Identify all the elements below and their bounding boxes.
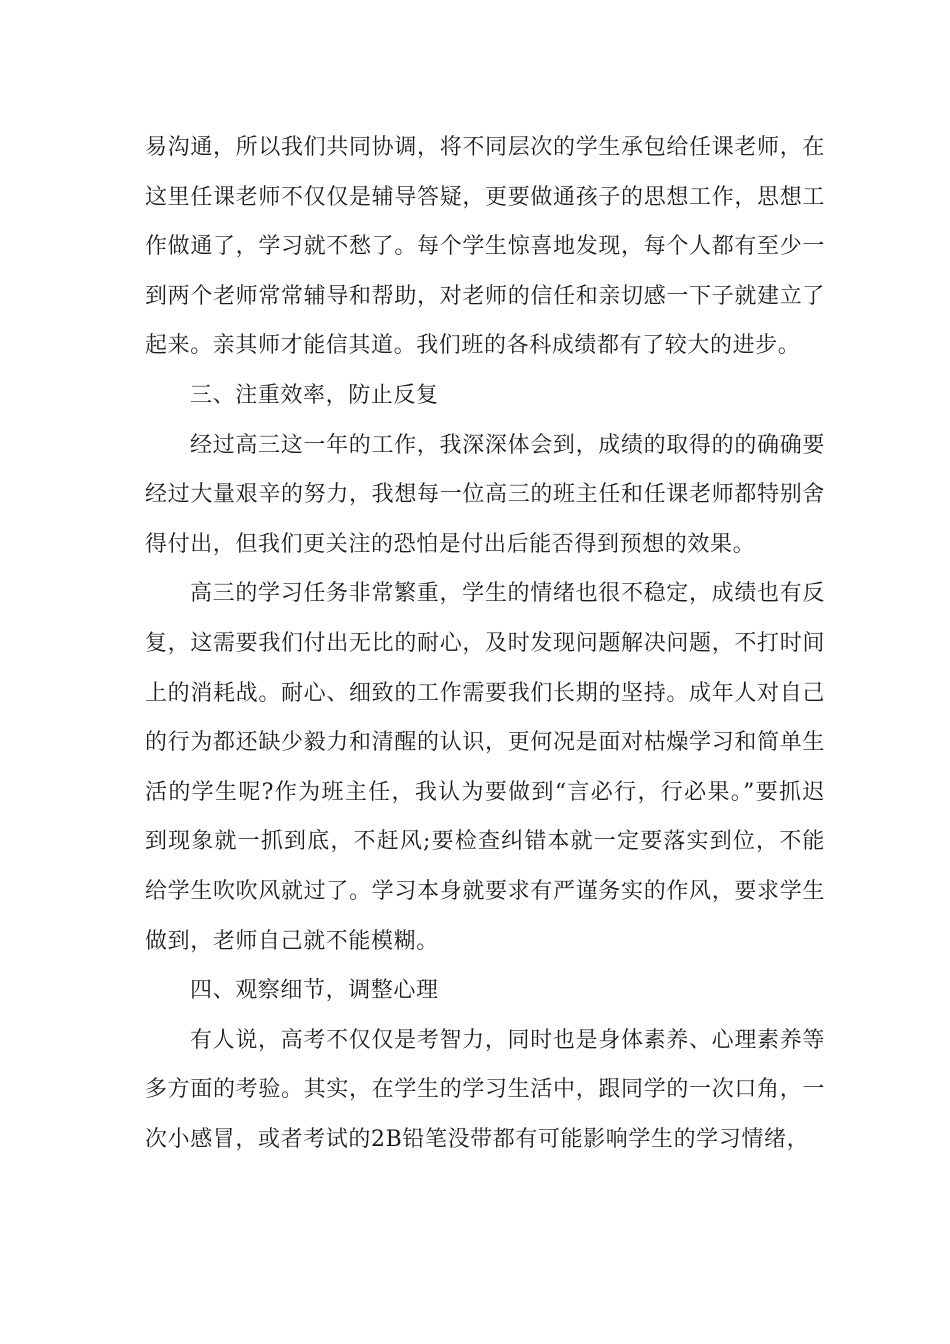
paragraph-psychology: 有人说，高考不仅仅是考智力，同时也是身体素养、心理素养等多方面的考验。其实，在学生的学习生活中，跟同学的一次口角，一次小感冒，或者考试的2B铅笔没带都有可能影响学生的学习情绪，	[145, 1027, 825, 1152]
document-body	[145, 123, 825, 1164]
section-heading-four: 四、观察细节，调整心理	[190, 978, 439, 1004]
paragraph-patience: 高三的学习任务非常繁重，学生的情绪也很不稳定，成绩也有反复，这需要我们付出无比的耐心，及时发现问题解决问题，不打时间上的消耗战。耐心、细致的工作需要我们长期的坚持。成年人对自己的行为都还缺少毅力和清醒的认识，更何况是面对枯燥学习和简单生活的学生呢?作为班主任，我认为要做到“言必行，行必果。”要抓迟到现象就一抓到底，不赶风;要检查纠错本就一定要落实到位，不能给学生吹吹风就过了。学习本身就要求有严谨务实的作风，要求学生做到，老师自己就不能模糊。	[145, 581, 825, 954]
paragraph-efficiency: 经过高三这一年的工作，我深深体会到，成绩的取得的的确确要经过大量艰辛的努力，我想每一位高三的班主任和任课老师都特别舍得付出，但我们更关注的恐怕是付出后能否得到预想的效果。	[145, 432, 825, 557]
paragraph-continuation: 易沟通，所以我们共同协调，将不同层次的学生承包给任课老师，在这里任课老师不仅仅是辅导答疑，更要做通孩子的思想工作，思想工作做通了，学习就不愁了。每个学生惊喜地发现，每个人都有至少一到两个老师常常辅导和帮助，对老师的信任和亲切感一下子就建立了起来。亲其师才能信其道。我们班的各科成绩都有了较大的进步。	[145, 135, 825, 359]
section-heading-three: 三、注重效率，防止反复	[190, 382, 439, 408]
